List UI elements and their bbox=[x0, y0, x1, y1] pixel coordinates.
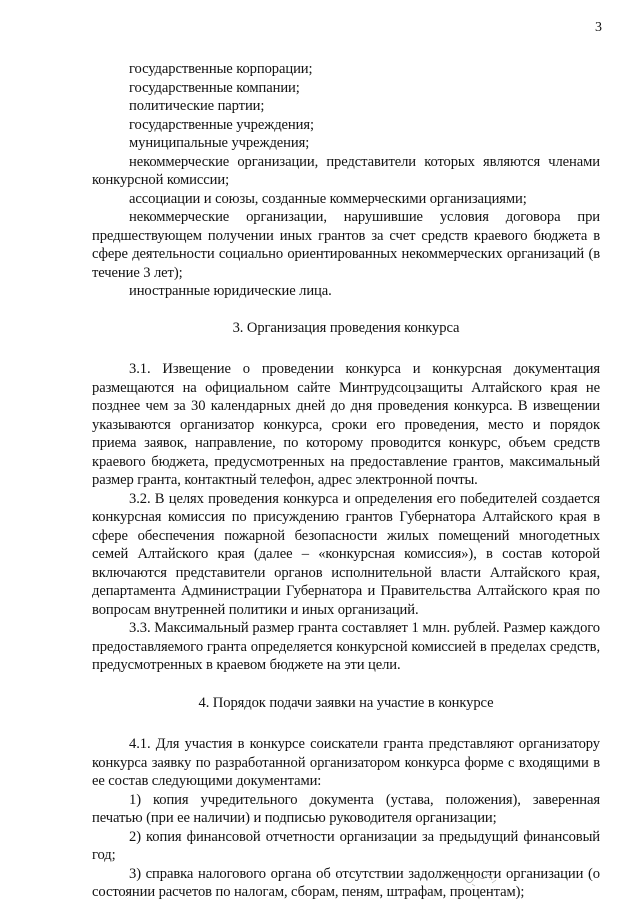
list-item: государственные компании; bbox=[129, 79, 300, 96]
section-4-heading: 4. Порядок подачи заявки на участие в конкурсе bbox=[198, 694, 494, 711]
list-item: политические партии; bbox=[129, 98, 265, 114]
paragraph-4-1: 4.1. Для участия в конкурсе соискатели гранта представляют организатору конкурса заявку по разработанной организатором конкурса форме с входящими в ее состав следующими документами: bbox=[92, 736, 600, 789]
section-3-body bbox=[92, 360, 600, 675]
section-3-heading: 3. Организация проведения конкурса bbox=[232, 319, 460, 336]
document-item-3: 3) справка налогового органа об отсутствии задолженности организации (о состоянии расчетов по налогам, сборам, пеням, штрафам, процентам); bbox=[92, 865, 600, 900]
paragraph-3-1: 3.1. Извещение о проведении конкурса и конкурсная документация размещаются на официальном сайте Минтрудсоцзащиты Алтайского края не позднее чем за 30 календарных дней до дня проведения конкурса. В извещении указываются организатор конкурса, сроки его проведения, место и порядок приема заявок, направление, по которому проводится конкурс, объем средств краевого бюджета, предусмотренных на предоставление грантов, максимальный размер гранта, контактный телефон, адрес электронной почты. bbox=[92, 361, 600, 488]
excluded-organizations-list bbox=[92, 60, 600, 301]
list-item: иностранные юридические лица. bbox=[129, 283, 332, 299]
document-item-1: 1) копия учредительного документа (устава, положения), заверенная печатью (при ее наличии) и подписью руководителя организации; bbox=[92, 791, 600, 826]
paragraph-3-2: 3.2. В целях проведения конкурса и определения его победителей создается конкурсная комиссия по присуждению грантов Губернатора Алтайского края в сфере обеспечения пожарной безопасности жилых помещений многодетных семей Алтайского края (далее – «конкурсная комиссия»), в состав которой включаются представители органов исполнительной власти Алтайского края, департамента Администрации Губернатора и Правительства Алтайского края по вопросам внутренней политики и иных организаций. bbox=[92, 490, 600, 618]
document-item-2: 2) копия финансовой отчетности организации за предыдущий финансовый год; bbox=[92, 828, 600, 863]
page-number: 3 bbox=[595, 20, 602, 35]
list-item: некоммерческие организации, представители которых являются членами конкурсной комиссии; bbox=[92, 153, 600, 188]
paragraph-3-3: 3.3. Максимальный размер гранта составляет 1 млн. рублей. Размер каждого предоставляемого гранта определяется конкурсной комиссией в пределах средств, предусмотренных в краевом бюджете на эти цели. bbox=[92, 620, 600, 673]
list-item: государственные учреждения; bbox=[129, 116, 314, 133]
handwritten-mark-icon bbox=[452, 868, 504, 890]
section-4-body bbox=[92, 735, 600, 902]
list-item: государственные корпорации; bbox=[129, 61, 313, 77]
list-item: некоммерческие организации, нарушившие условия договора при предшествующем получении иных грантов за счет средств краевого бюджета в сфере деятельности социально ориентированных некоммерческих организаций (в течение 3 лет); bbox=[92, 209, 600, 281]
list-item: муниципальные учреждения; bbox=[129, 135, 310, 151]
list-item: ассоциации и союзы, созданные коммерческими организациями; bbox=[129, 190, 527, 207]
document-body bbox=[92, 60, 600, 902]
